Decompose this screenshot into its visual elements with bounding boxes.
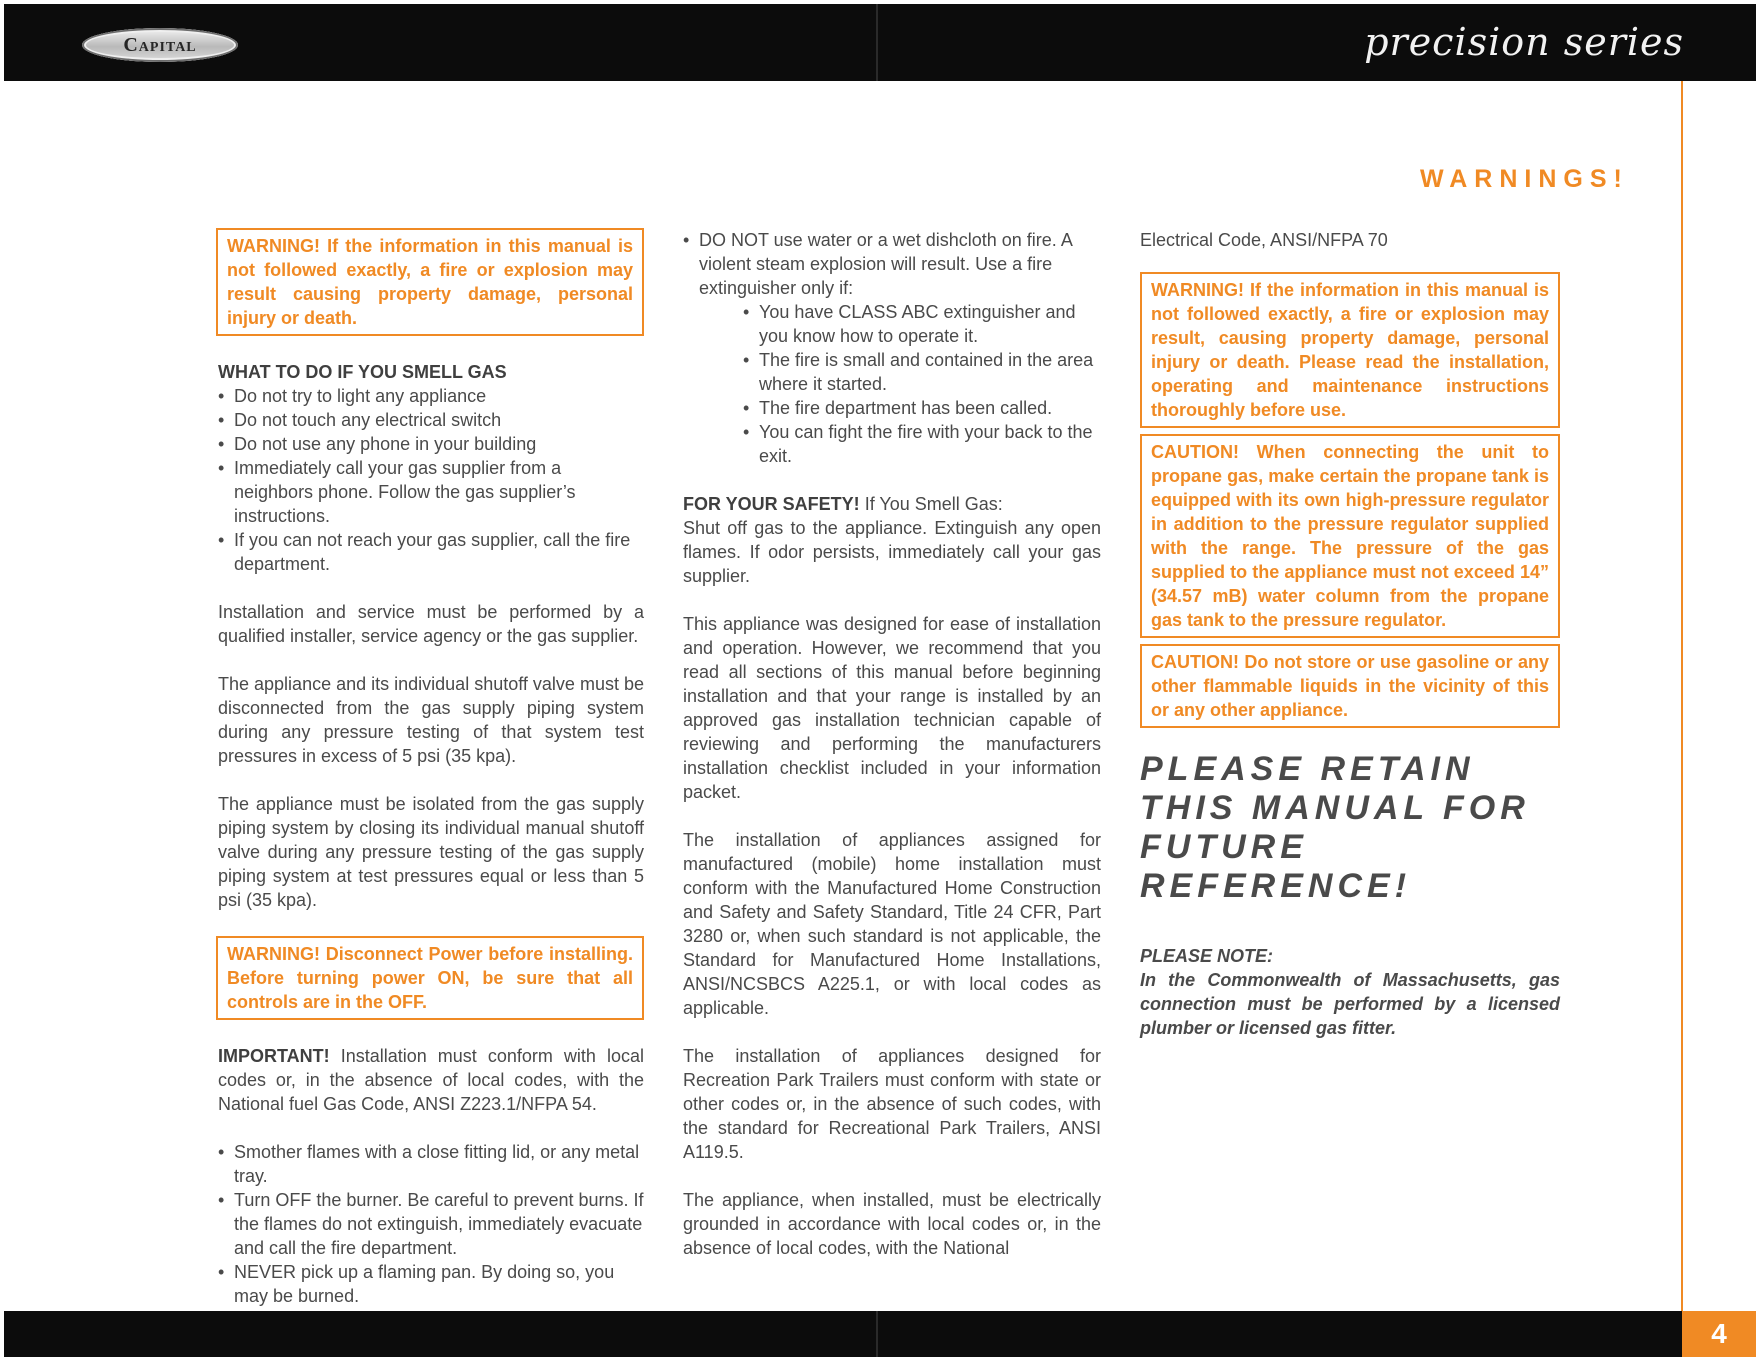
- list-item: • Do not touch any electrical switch: [218, 408, 644, 432]
- retain-manual-notice: PLEASE RETAIN THIS MANUAL FOR FUTURE REFERENCE!: [1140, 750, 1530, 905]
- page-number: 4: [1682, 1311, 1756, 1357]
- extinguisher-list: [683, 300, 1101, 468]
- list-item: • You have CLASS ABC extinguisher and you know how to operate it.: [743, 300, 1101, 348]
- list-item: • The fire department has been called.: [743, 396, 1101, 420]
- warning-box-fire-explosion: WARNING! If the information in this manual is not followed exactly, a fire or explosion may result causing property damage, personal injury or death.: [216, 228, 644, 336]
- list-item: • Do not use any phone in your building: [218, 432, 644, 456]
- footer-divider: [876, 1311, 878, 1357]
- paragraph-electric: The appliance, when installed, must be electrically grounded in accordance with local codes or, in the absence of local codes, with the National: [683, 1190, 1101, 1258]
- section-title: WARNINGS!: [1420, 165, 1629, 193]
- list-item: • NEVER pick up a flaming pan. By doing so, you may be burned.: [218, 1260, 644, 1308]
- safety-label: FOR YOUR SAFETY!: [683, 494, 860, 514]
- column-3: [1140, 228, 1560, 1040]
- paragraph-safety: Shut off gas to the appliance. Extinguish any open flames. If odor persists, immediately call your gas supplier.: [683, 518, 1101, 586]
- list-item: • If you can not reach your gas supplier, call the fire department.: [218, 528, 644, 576]
- list-item: • Immediately call your gas supplier from a neighbors phone. Follow the gas supplier’s instructions.: [218, 456, 644, 528]
- fire-action-list: [218, 1140, 644, 1308]
- important-text: Installation must conform with local codes or, in the absence of local codes, with the National fuel Gas Code, ANSI Z223.1/NFPA 54.: [218, 1046, 644, 1114]
- series-title: precision series: [1364, 20, 1684, 64]
- list-item: • Turn OFF the burner. Be careful to prevent burns. If the flames do not extinguish, immediately evacuate and call the fire department.: [218, 1188, 644, 1260]
- paragraph-manufactured-home: The installation of appliances assigned for manufactured (mobile) home installation must conform with the Manufactured Home Construction and Safety and Safety Standard, Title 24 CFR, Part 3280 or, when such standard is not applicable, the Standard for Manufactured Home Installations, ANSI/NCSBCS A225.1, or with local codes as applicable.: [683, 830, 1101, 1018]
- smell-gas-heading: WHAT TO DO IF YOU SMELL GAS: [218, 362, 507, 382]
- list-item: • Smother flames with a close fitting lid, or any metal tray.: [218, 1140, 644, 1188]
- warning-box-read-manual: WARNING! If the information in this manual is not followed exactly, a fire or explosion may result, causing property damage, personal injury or death. Please read the installation, operating and maintenance instructions thoroughly before use.: [1140, 272, 1560, 428]
- water-warning-list: [683, 228, 1101, 300]
- please-note-text: In the Commonwealth of Massachusetts, gas connection must be performed by a licensed plumber or licensed gas fitter.: [1140, 970, 1560, 1038]
- list-item: • Do not try to light any appliance: [218, 384, 644, 408]
- list-item: • DO NOT use water or a wet dishcloth on fire. A violent steam explosion will result. Use a fire extinguisher only if:: [683, 228, 1101, 300]
- paragraph-important: [218, 1044, 644, 1116]
- paragraph-installation: Installation and service must be performed by a qualified installer, service agency or the gas supplier.: [218, 602, 644, 646]
- column-2: [683, 228, 1101, 1260]
- orange-margin-line: [1681, 81, 1683, 1311]
- please-note-label: PLEASE NOTE:: [1140, 946, 1274, 966]
- caution-box-flammable: CAUTION! Do not store or use gasoline or any other flammable liquids in the vicinity of this or any other appliance.: [1140, 644, 1560, 728]
- caution-box-propane: CAUTION! When connecting the unit to propane gas, make certain the propane tank is equipped with its own high-pressure regulator in addition to the pressure regulator supplied with the range. The pressure of the gas supplied to the appliance must not exceed 14” (34.57 mB) water column from the propane gas tank to the pressure regulator.: [1140, 434, 1560, 638]
- header-bar: [4, 4, 1756, 81]
- warning-box-power: WARNING! Disconnect Power before installing. Before turning power ON, be sure that all controls are in the OFF.: [216, 936, 644, 1020]
- important-label: IMPORTANT!: [218, 1046, 330, 1066]
- paragraph-recreation-trailers: The installation of appliances designed for Recreation Park Trailers must conform with state or other codes or, in the absence of such codes, with the standard for Recreational Park Trailers, ANSI A119.5.: [683, 1046, 1101, 1162]
- paragraph-designed: This appliance was designed for ease of installation and operation. However, we recommend that you read all sections of this manual before beginning installation and that your range is installed by an approved gas installation technician capable of reviewing and performing the manufacturers installation checklist included in your information packet.: [683, 614, 1101, 802]
- paragraph-electric-cont: Electrical Code, ANSI/NFPA 70: [1140, 230, 1388, 250]
- footer-bar: [4, 1311, 1756, 1357]
- safety-heading: [683, 492, 1101, 516]
- paragraph-disconnect: The appliance and its individual shutoff valve must be disconnected from the gas supply piping system during any pressure testing of that system test pressures in excess of 5 psi (35 kpa).: [218, 674, 644, 766]
- safety-sub: If You Smell Gas:: [859, 494, 1003, 514]
- header-divider: [876, 4, 878, 81]
- list-item: • The fire is small and contained in the area where it started.: [743, 348, 1101, 396]
- paragraph-isolate: The appliance must be isolated from the gas supply piping system by closing its individual manual shutoff valve during any pressure testing of the gas supply piping system at test pressures equal or less than 5 psi (35 kpa).: [218, 794, 644, 910]
- smell-gas-list: [218, 384, 644, 576]
- capital-logo: [82, 28, 238, 62]
- logo-text: Capital: [123, 33, 197, 56]
- list-item: • You can fight the fire with your back to the exit.: [743, 420, 1101, 468]
- column-1: [218, 228, 644, 1308]
